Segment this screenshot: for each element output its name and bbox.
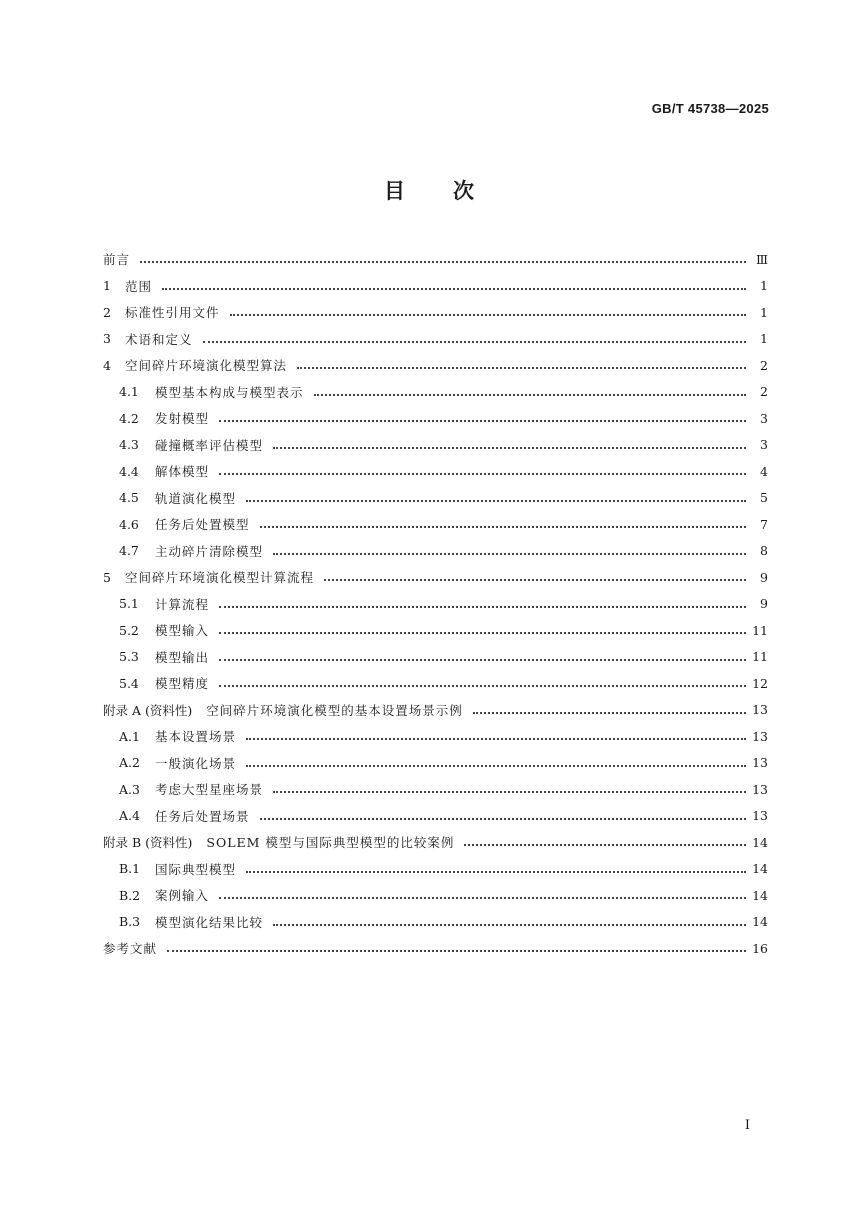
- toc-dot-leader: [167, 950, 746, 952]
- footer-page-number: I: [744, 1118, 750, 1133]
- toc-dot-leader: [219, 420, 746, 422]
- toc-entry[interactable]: [103, 591, 768, 618]
- toc-dot-leader: [246, 871, 746, 873]
- toc-entry-number: 4: [103, 357, 111, 373]
- toc-entry[interactable]: [103, 511, 768, 538]
- toc-entry-page: 13: [752, 808, 768, 824]
- toc-entry-page: 13: [752, 702, 768, 718]
- toc-dot-leader: [246, 500, 746, 502]
- toc-entry-number: A.1: [119, 728, 140, 744]
- toc-dot-leader: [246, 738, 746, 740]
- toc-dot-leader: [260, 526, 746, 528]
- toc-entry-page: 1: [760, 304, 768, 320]
- toc-entry-label: 发射模型: [155, 411, 210, 427]
- toc-dot-leader: [246, 765, 746, 767]
- toc-entry[interactable]: [103, 352, 768, 379]
- toc-entry-label: 范围: [125, 278, 153, 294]
- toc-entry-number: 4.4: [119, 463, 139, 479]
- toc-entry-number: 5.1: [119, 596, 139, 612]
- toc-entry-page: 5: [760, 490, 768, 506]
- toc-entry-label: 模型基本构成与模型表示: [155, 384, 304, 400]
- toc-entry[interactable]: [103, 379, 768, 406]
- toc-entry-page: 13: [752, 755, 768, 771]
- toc-entry[interactable]: [103, 485, 768, 512]
- toc-entry[interactable]: [103, 829, 768, 856]
- toc-dot-leader: [273, 553, 746, 555]
- toc-entry-number: A.4: [119, 808, 140, 824]
- toc-entry-number: 1: [103, 278, 111, 294]
- toc-entry[interactable]: [103, 670, 768, 697]
- toc-entry-label: 轨道演化模型: [155, 490, 237, 506]
- toc-entry-label: 前言: [103, 252, 131, 268]
- toc-entry-number: 5.4: [119, 675, 139, 691]
- toc-dot-leader: [273, 924, 746, 926]
- toc-entry-label: 任务后处置场景: [155, 808, 250, 824]
- toc-entry-label: 碰撞概率评估模型: [155, 437, 264, 453]
- toc-entry-number: B.2: [119, 887, 141, 903]
- toc-entry-page: 7: [760, 516, 768, 532]
- toc-dot-leader: [219, 685, 746, 687]
- toc-entry-page: Ⅲ: [755, 251, 768, 267]
- toc-entry-label: 空间碎片环境演化模型计算流程: [125, 570, 315, 586]
- toc-entry[interactable]: [103, 432, 768, 459]
- toc-entry[interactable]: [103, 750, 768, 777]
- toc-entry[interactable]: [103, 803, 768, 830]
- toc-dot-leader: [140, 261, 746, 263]
- toc-entry-label: 模型精度: [155, 676, 210, 692]
- toc-entry-page: 13: [752, 781, 768, 797]
- toc-entry-page: 4: [760, 463, 768, 479]
- toc-entry-label: 模型演化结果比较: [155, 914, 264, 930]
- toc-entry[interactable]: [103, 617, 768, 644]
- toc-entry-label: 任务后处置模型: [155, 517, 250, 533]
- toc-entry[interactable]: [103, 723, 768, 750]
- toc-entry[interactable]: [103, 405, 768, 432]
- toc-dot-leader: [162, 288, 746, 290]
- toc-entry-label: 考虑大型星座场景: [155, 782, 264, 798]
- toc-entry[interactable]: [103, 697, 768, 724]
- toc-entry[interactable]: [103, 856, 768, 883]
- toc-entry[interactable]: [103, 538, 768, 565]
- toc-dot-leader: [230, 314, 746, 316]
- page-title: [0, 175, 860, 205]
- toc-entry-number: 4.6: [119, 516, 139, 532]
- toc-entry[interactable]: [103, 458, 768, 485]
- toc-dot-leader: [273, 791, 746, 793]
- toc-entry-number: 5.3: [119, 649, 139, 665]
- toc-entry[interactable]: [103, 564, 768, 591]
- toc-entry-number: 4.7: [119, 543, 139, 559]
- toc-entry-page: 9: [760, 569, 768, 585]
- toc-entry-page: 11: [752, 649, 768, 665]
- toc-entry-number: 3: [103, 331, 111, 347]
- toc-entry-label: 术语和定义: [125, 331, 193, 347]
- toc-entry-number: 附录 B (资料性): [103, 835, 193, 851]
- toc-entry-label: 解体模型: [155, 464, 210, 480]
- toc-entry[interactable]: [103, 882, 768, 909]
- toc-entry-page: 14: [752, 861, 768, 877]
- toc-entry-label: 模型输出: [155, 649, 210, 665]
- toc-entry-number: 附录 A (资料性): [103, 702, 193, 718]
- toc-entry-page: 9: [760, 596, 768, 612]
- toc-entry-label: SOLEM 模型与国际典型模型的比较案例: [206, 835, 455, 851]
- toc-entry-label: 空间碎片环境演化模型的基本设置场景示例: [206, 702, 463, 718]
- toc-entry-page: 14: [752, 914, 768, 930]
- toc-entry[interactable]: [103, 644, 768, 671]
- toc-entry-number: 5.2: [119, 622, 139, 638]
- title-char-2: 次: [453, 179, 476, 203]
- toc-entry-page: 8: [760, 543, 768, 559]
- toc-entry-label: 一般演化场景: [155, 755, 237, 771]
- toc-dot-leader: [219, 897, 746, 899]
- toc-entry-label: 主动碎片清除模型: [155, 543, 264, 559]
- toc-entry-label: 基本设置场景: [155, 729, 237, 745]
- toc-entry-number: 4.1: [119, 384, 139, 400]
- toc-entry-label: 计算流程: [155, 596, 210, 612]
- toc-entry-number: 4.2: [119, 410, 139, 426]
- toc-dot-leader: [314, 394, 746, 396]
- toc-entry-number: B.1: [119, 861, 141, 877]
- toc-entry-number: 2: [103, 304, 111, 320]
- toc-dot-leader: [260, 818, 746, 820]
- toc-entry-number: 5: [103, 569, 111, 585]
- toc-entry-label: 空间碎片环境演化模型算法: [125, 358, 288, 374]
- toc-dot-leader: [219, 659, 746, 661]
- toc-entry[interactable]: [103, 326, 768, 353]
- toc-entry-number: 4.5: [119, 490, 139, 506]
- toc-entry-label: 标准性引用文件: [125, 305, 220, 321]
- toc-entry-number: 4.3: [119, 437, 139, 453]
- toc-entry-page: 16: [752, 940, 768, 956]
- toc-entry-number: A.2: [119, 755, 140, 771]
- table-of-contents: [103, 246, 768, 962]
- toc-entry-page: 14: [752, 887, 768, 903]
- toc-dot-leader: [473, 712, 746, 714]
- toc-entry-page: 3: [760, 410, 768, 426]
- toc-dot-leader: [219, 632, 746, 634]
- toc-entry-page: 1: [760, 331, 768, 347]
- toc-entry-page: 14: [752, 834, 768, 850]
- toc-entry-page: 3: [760, 437, 768, 453]
- toc-entry-number: A.3: [119, 781, 140, 797]
- toc-entry-label: 国际典型模型: [155, 861, 237, 877]
- title-char-1: 目: [384, 179, 407, 203]
- toc-entry-page: 1: [760, 278, 768, 294]
- toc-entry-page: 2: [760, 357, 768, 373]
- toc-entry-page: 2: [760, 384, 768, 400]
- toc-dot-leader: [219, 473, 746, 475]
- toc-entry-label: 参考文献: [103, 941, 158, 957]
- toc-entry-page: 12: [752, 675, 768, 691]
- toc-entry-page: 11: [752, 622, 768, 638]
- toc-entry[interactable]: [103, 909, 768, 936]
- toc-dot-leader: [297, 367, 746, 369]
- toc-dot-leader: [464, 844, 746, 846]
- toc-entry[interactable]: [103, 776, 768, 803]
- toc-dot-leader: [203, 341, 746, 343]
- toc-entry[interactable]: [103, 935, 768, 962]
- toc-dot-leader: [324, 579, 746, 581]
- toc-entry-page: 13: [752, 728, 768, 744]
- toc-entry-label: 模型输入: [155, 623, 210, 639]
- toc-dot-leader: [219, 606, 746, 608]
- toc-entry-number: B.3: [119, 914, 141, 930]
- toc-entry[interactable]: [103, 273, 768, 300]
- standard-code: GB/T 45738—2025: [651, 101, 769, 116]
- toc-entry[interactable]: [103, 299, 768, 326]
- toc-dot-leader: [273, 447, 746, 449]
- toc-entry[interactable]: [103, 246, 768, 273]
- toc-entry-label: 案例输入: [155, 888, 210, 904]
